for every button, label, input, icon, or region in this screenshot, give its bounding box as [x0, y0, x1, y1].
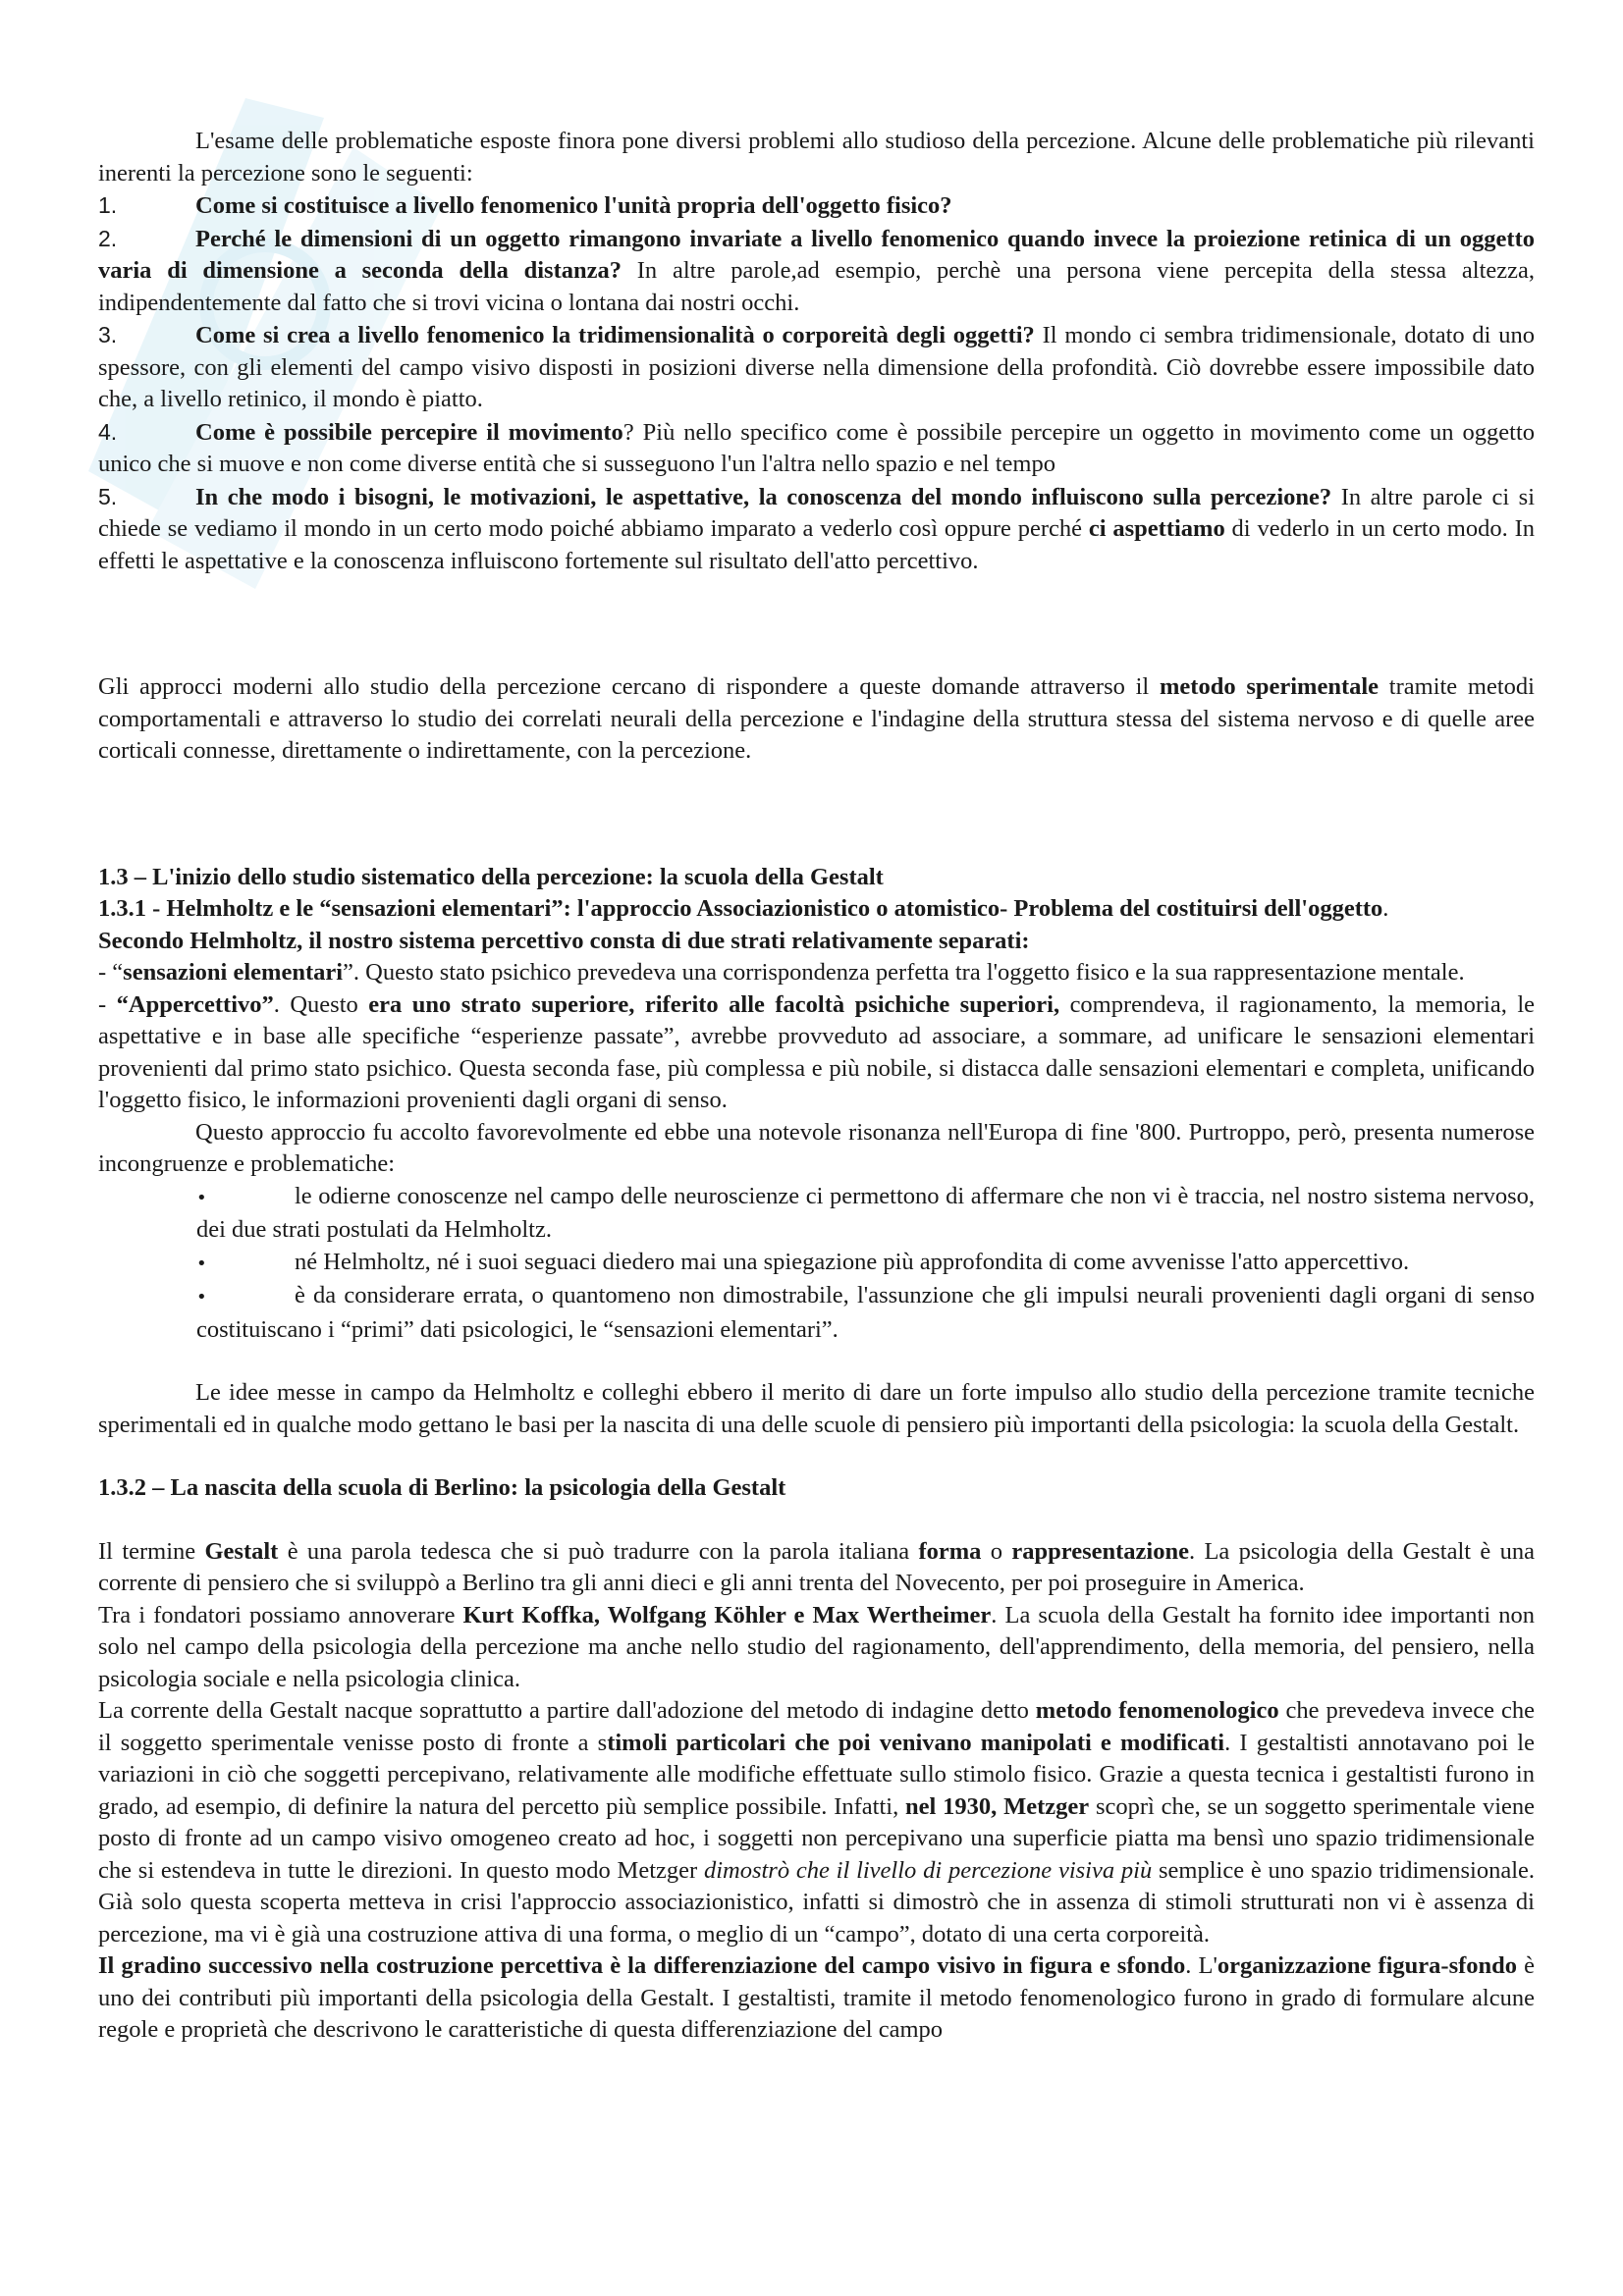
question-number: 3. [98, 322, 118, 347]
question-bold: Come si crea a livello fenomenico la tridimensionalità o corporeità degli oggetti? [195, 322, 1035, 348]
question-bold: In che modo i bisogni, le motivazioni, le aspettative, la conoscenza del mondo influiscono sulla percezione? [195, 483, 1332, 510]
gestalt-definition: Il termine Gestalt è una parola tedesca che si può tradurre con la parola italiana forma o rappresentazione. La psicologia della Gestalt è una corrente di pensiero che si sviluppò a Berlino tra gli anni dieci e gli anni trenta del Novecento, per poi proseguire in America. [98, 1537, 1536, 1596]
question-number: 5. [98, 483, 118, 509]
question-item-3: 3. Come si crea a livello fenomenico la tridimensionalità o corporeità degli oggetti? Il mondo ci sembra tridimensionale, dotato di uno spessore, con gli elementi del campo visivo disposti in posizioni diverse nella dimensione della profondità. Ciò dovrebbe essere impossibile dato che, a livello retinico, il mondo è piatto. [98, 319, 1535, 416]
approaches-paragraph: Gli approcci moderni allo studio della percezione cercano di rispondere a queste domande attraverso il metodo sperimentale tramite metodi comportamentali e attraverso lo studio dei correlati neurali della percezione e l'indagine della struttura stessa del sistema nervoso e di quelle aree corticali connesse, direttamente o indirettamente, con la percezione. [98, 673, 1535, 764]
bullet-icon: • [196, 1187, 207, 1208]
list-item: • né Helmholtz, né i suoi seguaci diedero mai una spiegazione più approfondita di come avvenisse l'atto appercettivo. [196, 1247, 1535, 1281]
list-item: • è da considerare errata, o quantomeno non dimostrabile, l'assunzione che gli impulsi neurali provenienti dagli organi di senso costituiscano i “primi” dati psicologici, le “sensazioni elementari”. [196, 1282, 1535, 1343]
reception-paragraph: Questo approccio fu accolto favorevolmente ed ebbe una notevole risonanza nell'Europa di fine '800. Purtroppo, però, presenta numerose incongruenze e problematiche: [98, 1118, 1535, 1177]
founders-paragraph: Tra i fondatori possiamo annoverare Kurt Koffka, Wolfgang Köhler e Max Wertheimer. La scuola della Gestalt ha fornito idee importanti non solo nel campo della psicologia della percezione ma anche nello studio del ragionamento, dell'apprendimento, della memoria, del pensiero, nella psicologia sociale e nella psicologia clinica. [98, 1601, 1535, 1692]
question-number: 1. [98, 192, 118, 218]
layer-1: - “sensazioni elementari”. Questo stato psichico prevedeva una corrispondenza perfetta tra l'oggetto fisico e la sua rappresentazione mentale. [98, 959, 1465, 986]
figure-ground-paragraph: Il gradino successivo nella costruzione percettiva è la differenziazione del campo visivo in figura e sfondo. L'organizzazione figura-sfondo è uno dei contributi più importanti della psicologia della Gestalt. I gestaltisti, tramite il metodo fenomenologico furono in grado di formulare alcune regole e proprietà che descrivono le caratteristiche di questa differenziazione del campo [98, 1952, 1536, 2043]
problems-list [196, 1181, 1535, 1347]
intro-paragraph: L'esame delle problematiche esposte finora pone diversi problemi allo studioso della percezione. Alcune delle problematiche più rilevanti inerenti la percezione sono le seguenti: [98, 128, 1535, 187]
question-bold: Come è possibile percepire il movimento [195, 418, 623, 446]
question-item-5: 5. In che modo i bisogni, le motivazioni, le aspettative, la conoscenza del mondo influiscono sulla percezione? In altre parole ci si chiede se vediamo il mondo in un certo modo poiché abbiamo imparato a vederlo così oppure perché ci aspettiamo di vederlo in un certo modo. In effetti le aspettative e la conoscenza influiscono fortemente sul risultato dell'atto percettivo. [98, 481, 1535, 578]
question-number: 2. [98, 225, 118, 251]
question-item-2: 2. Perché le dimensioni di un oggetto rimangono invariate a livello fenomenico quando invece la proiezione retinica di un oggetto varia di dimensione a seconda della distanza? In altre parole,ad esempio, perchè una persona viene percepita della stessa altezza, indipendentemente dal fatto che si trovi vicina o lontana dai nostri occhi. [98, 223, 1535, 320]
bullet-icon: • [196, 1253, 207, 1274]
section-subtitle-1-3-1: 1.3.1 - Helmholtz e le “sensazioni elementari”: l'approccio Associazionistico o atomistico- Problema del costituirsi dell'oggetto. [98, 895, 1389, 922]
closing-paragraph: Le idee messe in campo da Helmholtz e colleghi ebbero il merito di dare un forte impulso allo studio della percezione tramite tecniche sperimentali ed in qualche modo gettano le basi per la nascita di una delle scuole di pensiero più importanti della psicologia: la scuola della Gestalt. [98, 1379, 1535, 1438]
question-number: 4. [98, 418, 118, 445]
layer-2: - “Appercettivo”. Questo era uno strato superiore, riferito alle facoltà psichiche superiori, comprendeva, il ragionamento, la memoria, le aspettative e in base alle specifiche “esperienze passate”, avrebbe provveduto ad associare, a sommare, ad unificare le sensazioni elementari provenienti dal primo stato psichico. Questa seconda fase, più complessa e più nobile, si distacca dalle sensazioni elementari e completa, unificando l'oggetto fisico, le informazioni provenienti dagli organi di senso. [98, 990, 1535, 1113]
list-item: • le odierne conoscenze nel campo delle neuroscienze ci permettono di affermare che non vi è traccia, nel nostro sistema nervoso, dei due strati postulati da Helmholtz. [196, 1182, 1535, 1243]
question-bold: Come si costituisce a livello fenomenico l'unità propria dell'oggetto fisico? [195, 192, 952, 219]
bullet-icon: • [196, 1287, 207, 1308]
question-item-1 [98, 189, 1535, 223]
document-page [98, 126, 1535, 2047]
helmholtz-lead: Secondo Helmholtz, il nostro sistema percettivo consta di due strati relativamente separati: [98, 927, 1030, 954]
method-paragraph: La corrente della Gestalt nacque soprattutto a partire dall'adozione del metodo di indagine detto metodo fenomenologico che prevedeva invece che il soggetto sperimentale venisse posto di fronte a stimoli particolari che poi venivano manipolati e modificati. I gestaltisti annotavano poi le variazioni in ciò che soggetti percepivano, relativamente alle modifiche effettuate sullo stimolo fisico. Grazie a questa tecnica i gestaltisti furono in grado, ad esempio, di definire la natura del percetto più semplice possibile. Infatti, nel 1930, Metzger scoprì che, se un soggetto sperimentale viene posto di fronte ad un campo visivo omogeneo creato ad hoc, i soggetti non percepivano una superficie piatta ma bensì uno spazio tridimensionale che si estendeva in tutte le direzioni. In questo modo Metzger dimostrò che il livello di percezione visiva più semplice è uno spazio tridimensionale. Già solo questa scoperta metteva in crisi l'approccio associazionistico, infatti si dimostrò che in assenza di stimoli strutturati non vi è assenza di percezione, ma vi è già una costruzione attiva di una forma, o meglio di un “campo”, dotato di una certa corporeità. [98, 1697, 1536, 1948]
section-title-1-3: 1.3 – L'inizio dello studio sistematico della percezione: la scuola della Gestalt [98, 863, 884, 890]
section-title-1-3-2: 1.3.2 – La nascita della scuola di Berlino: la psicologia della Gestalt [98, 1474, 786, 1501]
question-bold: Perché le dimensioni di un oggetto rimangono invariate a livello fenomenico quando invece la proiezione retinica di un oggetto varia di dimensione a seconda della distanza? [98, 225, 1535, 284]
question-item-4: 4. Come è possibile percepire il movimento? Più nello specifico come è possibile percepire un oggetto in movimento come un oggetto unico che si muove e non come diverse entità che si susseguono l'un l'altra nello spazio e nel tempo [98, 416, 1535, 481]
